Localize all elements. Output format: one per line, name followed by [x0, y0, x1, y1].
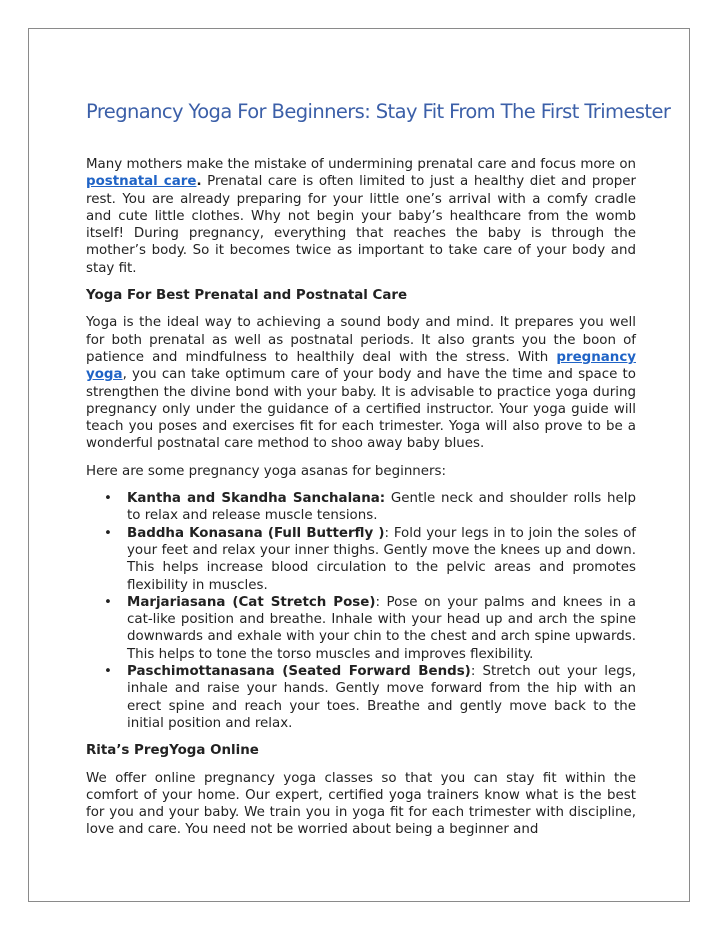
intro-period: . — [196, 174, 202, 190]
asana-description: : Pose on your palms and knees in a cat-like position and breathe. Inhale with your head up and arch the spine downwards and exhale with your chin to the chest and arch spine upwards. This helps to tone the torso muscles and improves flexibility. — [127, 594, 636, 662]
postnatal-care-link[interactable]: postnatal care — [86, 174, 197, 190]
document-body — [86, 99, 671, 849]
list-item — [86, 525, 636, 594]
intro-text-end: Prenatal care is often limited to just a healthy diet and proper rest. You are already preparing for your little one’s arrival with a comfy cradle and cute little clothes. Why not begin your baby’s healthcare from the womb itself! During pregnancy, everything that reaches the baby is through the mother’s body. So it becomes twice as important to take care of your body and stay fit. — [86, 174, 637, 276]
asana-description: : Fold your legs in to join the soles of your feet and relax your inner thighs. Gently move the knees up and down. This helps increase blood circulation to the pelvic areas and promotes flexibility in muscles. — [127, 525, 636, 593]
asana-name: Marjariasana (Cat Stretch Pose) — [127, 594, 376, 610]
bullet-icon: • — [104, 525, 112, 541]
asana-name: Baddha Konasana (Full Butterfly ) — [127, 525, 385, 541]
list-item — [86, 594, 636, 663]
bullet-icon: • — [104, 491, 112, 507]
yoga-text-start: Yoga is the ideal way to achieving a sound body and mind. It prepares you well for both prenatal as well as postnatal periods. It also grants you the boon of patience and mindfulness to healthily deal with the stress. With — [86, 315, 636, 365]
asana-name: Paschimottanasana (Seated Forward Bends) — [127, 664, 471, 680]
asanas-intro: Here are some pregnancy yoga asanas for beginners: — [86, 463, 447, 479]
asana-name: Kantha and Skandha Sanchalana: — [127, 491, 386, 507]
intro-text-start: Many mothers make the mistake of undermining prenatal care and focus more on — [86, 157, 636, 172]
yoga-text-end: , you can take optimum care of your body and have the time and space to strengthen the divine bond with your baby. It is advisable to practice yoga during pregnancy only under the guidance of a certified instructor. Your yoga guide will teach you poses and exercises fit for each trimester. Yoga will also prove to be a wonderful postnatal care method to shoo away baby blues. — [86, 367, 636, 452]
asana-description: : Stretch out your legs, inhale and raise your hands. Gently move forward from the hip with an erect spine and reach your toes. Breathe and gently move back to the initial position and relax. — [127, 664, 636, 731]
section-heading-prenatal-postnatal: Yoga For Best Prenatal and Postnatal Care — [86, 288, 408, 304]
asana-list — [86, 490, 636, 732]
pregyoga-paragraph: We offer online pregnancy yoga classes so that you can stay fit within the comfort of your home. Our expert, certified yoga trainers know what is the best for you and your baby. We train you in yoga fit for each trimester with discipline, love and care. You need not be worried about being a beginner and — [86, 770, 636, 838]
pregnancy-yoga-link[interactable]: pregnancy yoga — [86, 349, 636, 383]
list-item — [86, 663, 636, 732]
page-title: Pregnancy Yoga For Beginners: Stay Fit From The First Trimester — [86, 100, 671, 123]
list-item — [86, 490, 636, 525]
intro-paragraph — [86, 156, 636, 277]
page-frame — [28, 28, 690, 902]
section-heading-pregyoga-online: Rita’s PregYoga Online — [86, 743, 259, 759]
bullet-icon: • — [104, 664, 112, 680]
yoga-paragraph — [86, 314, 636, 452]
bullet-icon: • — [104, 594, 112, 610]
asana-description: Gentle neck and shoulder rolls help to relax and release muscle tensions. — [127, 491, 636, 524]
